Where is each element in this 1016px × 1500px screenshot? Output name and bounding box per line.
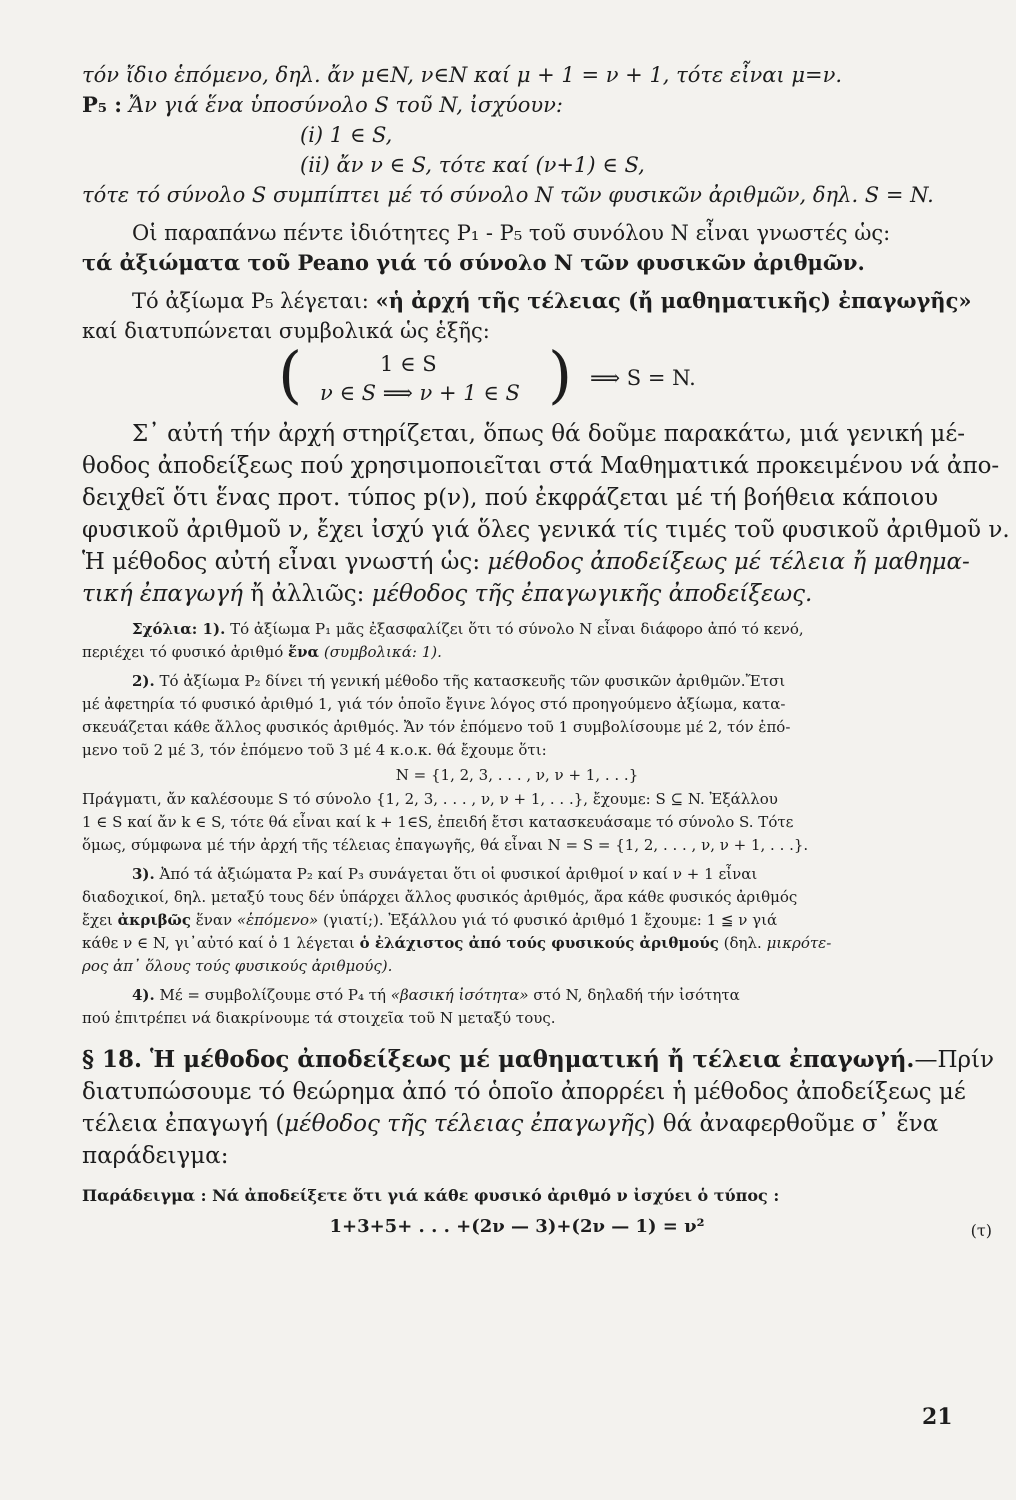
left-paren: ( (278, 338, 303, 411)
text-line: καί διατυπώνεται συμβολικά ὡς ἑξῆς: (82, 319, 490, 343)
text-span: μέθοδος τῆς ἐπαγωγικῆς ἀποδείξεως. (371, 581, 813, 607)
text-span: (γιατί;). Ἐξάλλου γιά τό φυσικό ἀριθμό 1 ἔχουμε: 1 ≦ ν γιά (318, 911, 778, 929)
section-title: § 18. Ἡ μέθοδος ἀποδείξεως μέ μαθηματική ἤ τέλεια ἐπαγωγή. (82, 1046, 915, 1073)
text-span: μικρότε- (766, 934, 832, 952)
natural-set: N = {1, 2, 3, . . . , ν, ν + 1, . . .} (395, 766, 639, 784)
induction-system (82, 338, 952, 414)
text-span: Τό ἀξίωμα P₁ μᾶς ἐξασφαλίζει ὅτι τό σύνολο N εἶναι διάφορο ἀπό τό κενό, (225, 620, 804, 638)
note-line: διαδοχικοί, δηλ. μεταξύ τους δέν ὑπάρχει ἄλλος φυσικός ἀριθμός, ἄρα κάθε φυσικός ἀριθμός (82, 888, 798, 906)
text-line: φυσικοῦ ἀριθμοῦ ν, ἔχει ἰσχύ γιά ὅλες γενικά τίς τιμές τοῦ φυσικοῦ ἀριθμοῦ ν. (82, 517, 1010, 543)
text-line (82, 286, 972, 316)
text-span: «ἡ ἀρχή τῆς τέλειας (ἤ μαθηματικῆς) ἐπαγωγῆς» (375, 288, 972, 313)
text-span: ἤ ἀλλιῶς: (242, 581, 372, 607)
text-line: θοδος ἀποδείξεως πού χρησιμοποιεῖται στά Μαθηματικά προκειμένου νά ἀπο- (82, 453, 1000, 479)
note-label: 4). (132, 986, 155, 1004)
note-line: σκευάζεται κάθε ἄλλος φυσικός ἀριθμός. Ἄν τόν ἑπόμενο τοῦ 1 συμβολίσουμε μέ 2, τόν ἑπό- (82, 718, 791, 736)
text-line (82, 578, 952, 610)
system-line-2: ν ∈ S ⟹ ν + 1 ∈ S (320, 381, 520, 405)
text-span: μέθοδος τῆς τέλειας ἐπαγωγῆς (284, 1111, 647, 1137)
text-line: διατυπώσουμε τό θεώρημα ἀπό τό ὁποῖο ἀπορρέει ἡ μέθοδος ἀποδείξεως μέ (82, 1079, 966, 1105)
equation-number: (τ) (970, 1221, 992, 1240)
section-heading (82, 1044, 995, 1076)
text-line: τά ἀξιώματα τοῦ Peano γιά τό σύνολο N τῶν φυσικῶν ἀριθμῶν. (82, 250, 865, 275)
text-span: (δηλ. (718, 934, 767, 952)
text-line: Σ᾿ αὐτή τήν ἀρχή στηρίζεται, ὅπως θά δοῦμε παρακάτω, μιά γενική μέ- (132, 421, 966, 447)
text-span: τέλεια ἐπαγωγή ( (82, 1111, 285, 1137)
note-line (82, 618, 952, 641)
text-span: Ἡ μέθοδος αὐτή εἶναι γνωστή ὡς: (82, 549, 481, 575)
text-span: περιέχει τό φυσικό ἀριθμό (82, 643, 289, 661)
text-span: ἔχει (82, 911, 118, 929)
note-line (82, 863, 952, 886)
example-formula: 1+3+5+ . . . +(2ν — 3)+(2ν — 1) = ν² (329, 1216, 705, 1237)
text-span: «βασική ἰσότητα» (390, 986, 529, 1004)
system-result: ⟹ S = N. (590, 366, 696, 390)
note-line: πού ἐπιτρέπει νά διακρίνουμε τά στοιχεῖα τοῦ N μεταξύ τους. (82, 1009, 556, 1027)
note-line: ὅμως, σύμφωνα μέ τήν ἀρχή τῆς τέλειας ἐπαγωγῆς, θά εἶναι N = S = {1, 2, . . . , ν, ν + 1, . . .}. (82, 836, 809, 854)
text-span: —Πρίν (914, 1047, 995, 1073)
text-span: ἀκριβῶς (117, 911, 191, 929)
text-span: κάθε ν ∈ N, γι᾿αὐτό καί ὁ 1 λέγεται (82, 934, 360, 952)
system-line-1: 1 ∈ S (380, 352, 437, 376)
text-line: Οἱ παραπάνω πέντε ἰδιότητες P₁ - P₅ τοῦ συνόλου N εἶναι γνωστές ὡς: (132, 221, 891, 245)
text-span: μέθοδος ἀποδείξεως μέ τέλεια ἤ μαθημα- (487, 549, 970, 575)
text-line (82, 546, 970, 578)
note-label: Σχόλια: 1). (132, 620, 226, 638)
note-line (82, 670, 952, 693)
condition-i: (i) 1 ∈ S, (300, 123, 393, 147)
right-paren: ) (548, 338, 573, 411)
text-line: τότε τό σύνολο S συμπίπτει μέ τό σύνολο N τῶν φυσικῶν ἀριθμῶν, δηλ. S = N. (82, 183, 934, 207)
text-span: ὁ ἐλάχιστος ἀπό τούς φυσικούς ἀριθμούς (359, 934, 719, 952)
text-span: τική ἐπαγωγή (82, 581, 243, 607)
note-line: μέ ἀφετηρία τό φυσικό ἀριθμό 1, γιά τόν ὁποῖο ἔγινε λόγος στό προηγούμενο ἀξίωμα, κατα- (82, 695, 786, 713)
note-line (82, 641, 952, 664)
example-statement: Παράδειγμα : Νά ἀποδείξετε ὅτι γιά κάθε φυσικό ἀριθμό ν ἰσχύει ὁ τύπος : (82, 1186, 780, 1205)
note-line: Πράγματι, ἄν καλέσουμε S τό σύνολο {1, 2, 3, . . . , ν, ν + 1, . . .}, ἔχουμε: S ⊆ N. Ἐξάλλου (82, 790, 778, 808)
axiom-p5 (82, 90, 952, 120)
text-span: ) θά ἀναφερθοῦμε σ᾿ ἕνα (646, 1111, 939, 1137)
axiom-text: Ἄν γιά ἕνα ὑποσύνολο S τοῦ N, ἰσχύουν: (128, 93, 563, 117)
text-span: Τό ἀξίωμα P₅ λέγεται: (132, 289, 369, 313)
note-line: μενο τοῦ 2 μέ 3, τόν ἑπόμενο τοῦ 3 μέ 4 κ.ο.κ. θά ἔχουμε ὅτι: (82, 741, 547, 759)
axiom-label: P₅ : (82, 92, 123, 117)
page-body (82, 60, 1010, 1241)
text-span: στό N, δηλαδή τήν ἰσότητα (528, 986, 740, 1004)
text-span: ἕναν (190, 911, 237, 929)
condition-ii: (ii) ἄν ν ∈ S, τότε καί (ν+1) ∈ S, (300, 153, 645, 177)
text-line: παράδειγμα: (82, 1143, 229, 1169)
note-line: ρος ἀπ᾿ ὅλους τούς φυσικούς ἀριθμούς). (82, 957, 393, 975)
example-formula-row (82, 1213, 992, 1241)
note-line (82, 909, 952, 932)
text-span: «ἑπόμενο» (236, 911, 319, 929)
text-span: (συμβολικά: 1). (319, 643, 442, 661)
text-span: ἕνα (288, 643, 320, 661)
note-line (82, 984, 952, 1007)
text-line: δειχθεῖ ὅτι ἕνας προτ. τύπος p(ν), πού ἐκφράζεται μέ τή βοήθεια κάποιου (82, 485, 939, 511)
note-line (82, 932, 952, 955)
text-line (82, 1108, 952, 1140)
note-label: 3). (132, 865, 155, 883)
text-span: Τό ἀξίωμα P₂ δίνει τή γενική μέθοδο τῆς κατασκευῆς τῶν φυσικῶν ἀριθμῶν.Ἔτσι (154, 672, 786, 690)
note-label: 2). (132, 672, 155, 690)
note-line: 1 ∈ S καί ἄν k ∈ S, τότε θά εἶναι καί k + 1∈S, ἐπειδή ἔτσι κατασκευάσαμε τό σύνολο S. Τότε (82, 813, 794, 831)
page-number: 21 (922, 1404, 953, 1430)
text-line: τόν ἴδιο ἑπόμενο, δηλ. ἄν μ∈N, ν∈N καί μ + 1 = ν + 1, τότε εἶναι μ=ν. (82, 63, 843, 87)
text-span: Ἀπό τά ἀξιώματα P₂ καί P₃ συνάγεται ὅτι οἱ φυσικοί ἀριθμοί ν καί ν + 1 εἶναι (154, 865, 758, 883)
text-span: Μέ = συμβολίζουμε στό P₄ τή (154, 986, 391, 1004)
